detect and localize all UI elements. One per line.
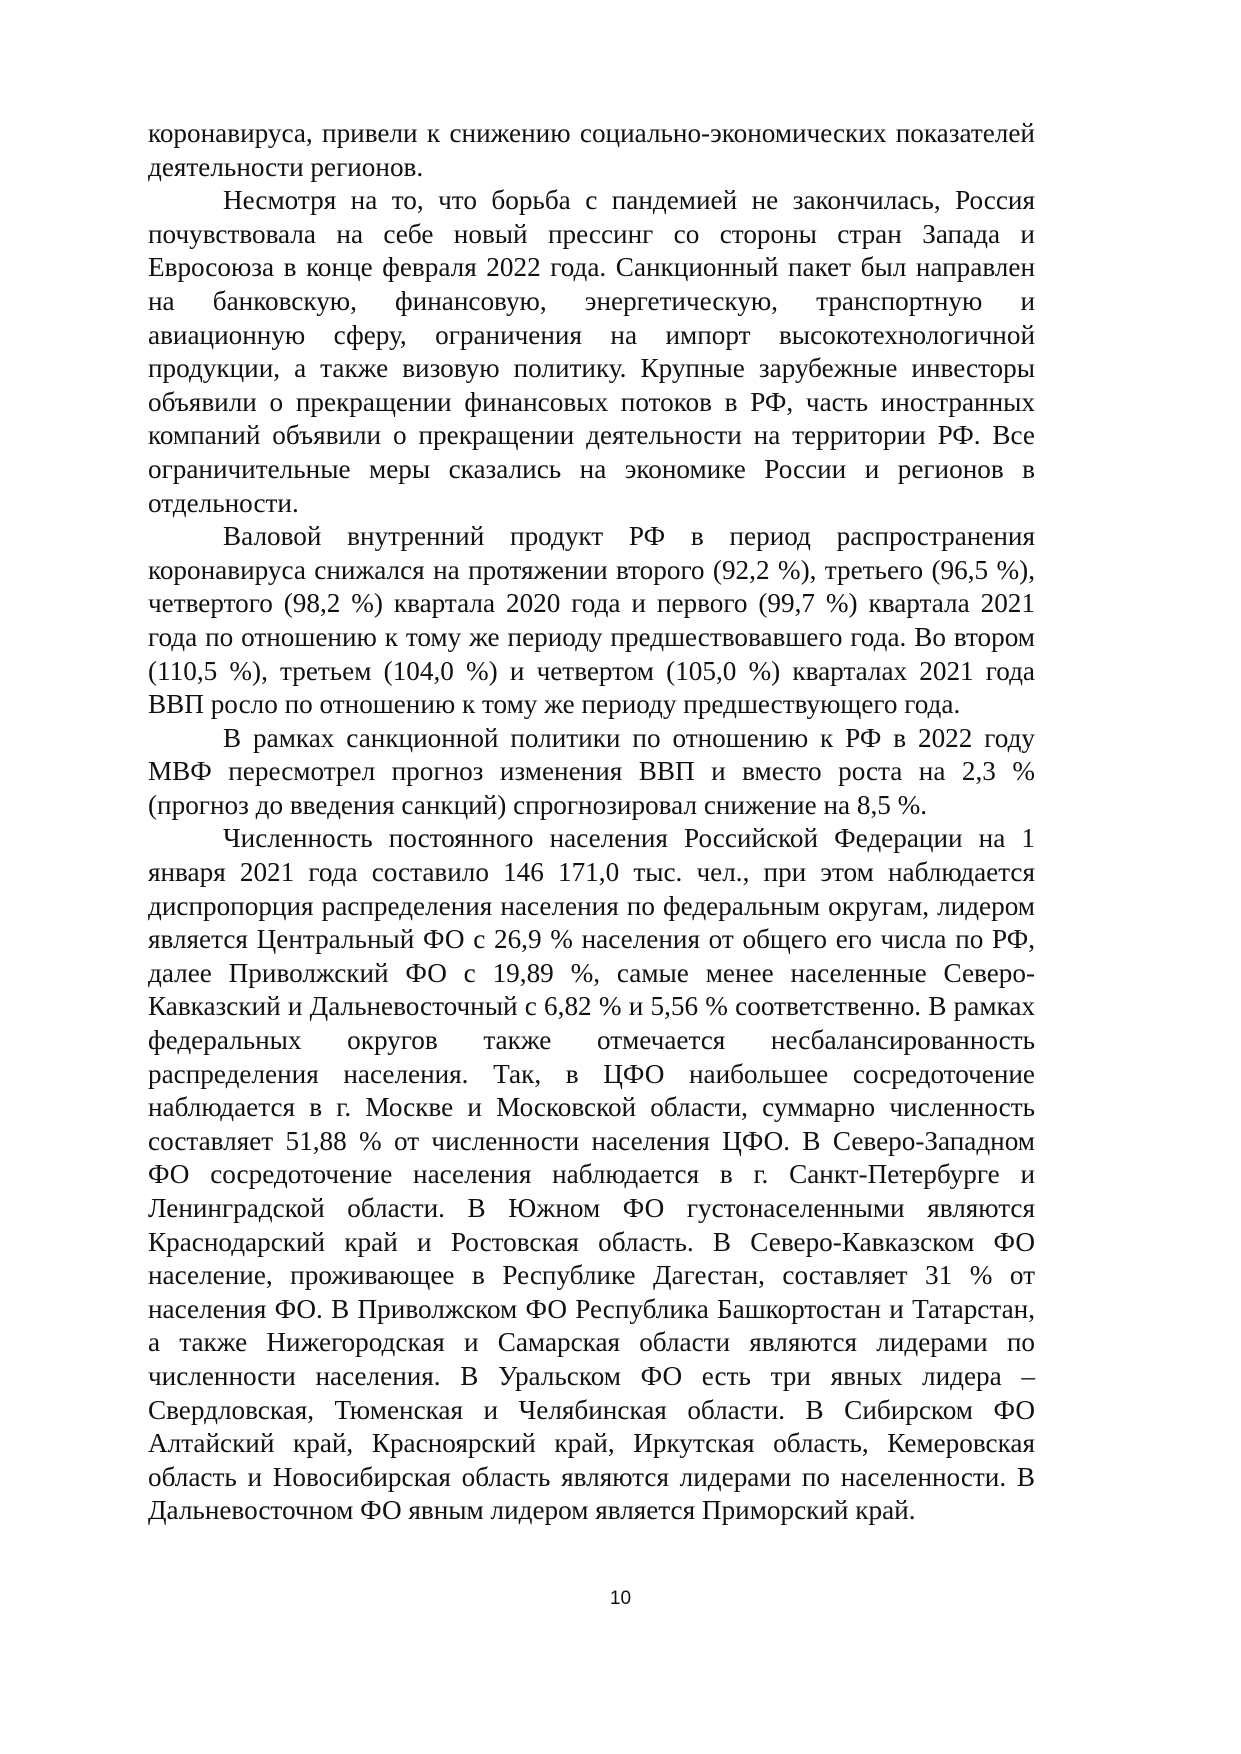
body-text xyxy=(148,117,1035,1528)
paragraph-imf-forecast: В рамках санкционной политики по отношению к РФ в 2022 году МВФ пересмотрел прогноз изменения ВВП и вместо роста на 2,3 % (прогноз до введения санкций) спрогнозировал снижение на 8,5 %. xyxy=(148,722,1035,820)
paragraph-continuation: коронавируса, привели к снижению социально-экономических показателей деятельности регионов. xyxy=(148,118,1035,182)
paragraph-population: Численность постоянного населения Российской Федерации на 1 января 2021 года составило 146 171,0 тыс. чел., при этом наблюдается диспропорция распределения населения по федеральным округам, лидером является Центральный ФО с 26,9 % населения от общего его числа по РФ, далее Приволжский ФО с 19,89 %, самые менее населенные Северо-Кавказский и Дальневосточный с 6,82 % и 5,56 % соответственно. В рамках федеральных округов также отмечается несбалансированность распределения населения. Так, в ЦФО наибольшее сосредоточение наблюдается в г. Москве и Московской области, суммарно численность составляет 51,88 % от численности населения ЦФО. В Северо-Западном ФО сосредоточение населения наблюдается в г. Санкт-Петербурге и Ленинградской области. В Южном ФО густонаселенными являются Краснодарский край и Ростовская область. В Северо-Кавказском ФО население, проживающее в Республике Дагестан, составляет 31 % от населения ФО. В Приволжском ФО Республика Башкортостан и Татарстан, а также Нижегородская и Самарская области являются лидерами по численности населения. В Уральском ФО есть три явных лидера – Свердловская, Тюменская и Челябинская области. В Сибирском ФО Алтайский край, Красноярский край, Иркутская область, Кемеровская область и Новосибирская область являются лидерами по населенности. В Дальневосточном ФО явным лидером является Приморский край. xyxy=(148,823,1035,1526)
paragraph-sanctions: Несмотря на то, что борьба с пандемией не закончилась, Россия почувствовала на себе новый прессинг со стороны стран Запада и Евросоюза в конце февраля 2022 года. Санкционный пакет был направлен на банковскую, финансовую, энергетическую, транспортную и авиационную сферу, ограничения на импорт высокотехнологичной продукции, а также визовую политику. Крупные зарубежные инвесторы объявили о прекращении финансовых потоков в РФ, часть иностранных компаний объявили о прекращении деятельности на территории РФ. Все ограничительные меры сказались на экономике России и регионов в отдельности. xyxy=(148,185,1035,518)
page-number: 10 xyxy=(609,1588,632,1609)
paragraph-gdp: Валовой внутренний продукт РФ в период распространения коронавируса снижался на протяжении второго (92,2 %), третьего (96,5 %), четвертого (98,2 %) квартала 2020 года и первого (99,7 %) квартала 2021 года по отношению к тому же периоду предшествовавшего года. Во втором (110,5 %), третьем (104,0 %) и четвертом (105,0 %) кварталах 2021 года ВВП росло по отношению к тому же периоду предшествующего года. xyxy=(148,521,1035,720)
